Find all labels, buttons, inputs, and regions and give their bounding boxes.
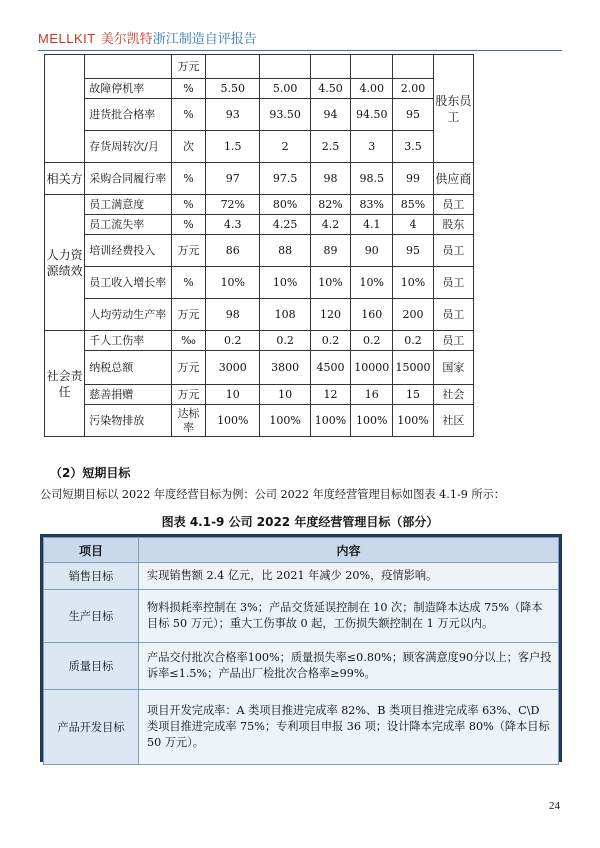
table-row bbox=[45, 299, 474, 331]
value-cell: 93.50 bbox=[260, 99, 310, 131]
value-cell: 4500 bbox=[310, 351, 350, 385]
stakeholder-cell: 员工 bbox=[433, 195, 473, 215]
indicator-cell: 人均劳动生产率 bbox=[85, 299, 172, 331]
value-cell: 3800 bbox=[260, 351, 310, 385]
table-row bbox=[45, 351, 474, 385]
value-cell: 93 bbox=[206, 99, 260, 131]
value-cell: 15000 bbox=[393, 351, 433, 385]
table-row bbox=[45, 79, 474, 99]
value-cell: 10 bbox=[206, 385, 260, 405]
value-cell: 1.5 bbox=[206, 131, 260, 163]
value-cell: 160 bbox=[351, 299, 393, 331]
indicator-cell: 故障停机率 bbox=[85, 79, 172, 99]
stakeholder-cell: 社区 bbox=[433, 405, 473, 437]
unit-cell: 万元 bbox=[171, 385, 205, 405]
stakeholder-cell: 员工 bbox=[433, 299, 473, 331]
header-item: 项目 bbox=[44, 538, 139, 563]
stakeholder-cell: 员工 bbox=[433, 267, 473, 299]
goal-content: 项目开发完成率：A 类项目推进完成率 82%、B 类项目推进完成率 63%、C\D 类项目推进完成率 75%；专利项目申报 36 项；设计降本完成率 80%（降本目标 50 万元）。 bbox=[139, 690, 559, 765]
goals-table bbox=[43, 537, 559, 765]
value-cell: 97.5 bbox=[260, 163, 310, 195]
value-cell: 0.2 bbox=[351, 331, 393, 351]
value-cell: 10 bbox=[260, 385, 310, 405]
category-cell: 人力资源绩效 bbox=[45, 195, 85, 331]
value-cell: 88 bbox=[260, 235, 310, 267]
indicator-cell bbox=[85, 55, 172, 79]
body-paragraph: 公司短期目标以 2022 年度经营目标为例：公司 2022 年度经营管理目标如图表 4.1-9 所示： bbox=[40, 488, 505, 501]
value-cell: 97 bbox=[206, 163, 260, 195]
indicator-cell: 千人工伤率 bbox=[85, 331, 172, 351]
value-cell: 90 bbox=[351, 235, 393, 267]
value-cell: 80% bbox=[260, 195, 310, 215]
table-row bbox=[45, 267, 474, 299]
table-row bbox=[44, 690, 559, 765]
table-row bbox=[45, 131, 474, 163]
table-row bbox=[45, 405, 474, 437]
unit-cell: 次 bbox=[171, 131, 205, 163]
category-cell bbox=[45, 55, 85, 163]
value-cell: 10% bbox=[260, 267, 310, 299]
value-cell: 99 bbox=[393, 163, 433, 195]
stakeholder-cell: 员工 bbox=[433, 331, 473, 351]
stakeholder-cell: 社会 bbox=[433, 385, 473, 405]
value-cell: 0.2 bbox=[310, 331, 350, 351]
value-cell: 108 bbox=[260, 299, 310, 331]
value-cell: 100% bbox=[310, 405, 350, 437]
unit-cell: % bbox=[171, 163, 205, 195]
value-cell: 98 bbox=[310, 163, 350, 195]
goal-item: 产品开发目标 bbox=[44, 690, 139, 765]
table-row bbox=[44, 643, 559, 690]
indicator-cell: 纳税总额 bbox=[85, 351, 172, 385]
category-cell: 相关方 bbox=[45, 163, 85, 195]
table-row bbox=[45, 215, 474, 235]
goal-item: 销售目标 bbox=[44, 563, 139, 590]
goal-content: 产品交付批次合格率100%；质量损失率≤0.80%；顾客满意度90分以上；客户投诉率≤1.5%；产品出厂检批次合格率≥99%。 bbox=[139, 643, 559, 690]
unit-cell: % bbox=[171, 79, 205, 99]
value-cell: 86 bbox=[206, 235, 260, 267]
report-title: 浙江制造自评报告 bbox=[152, 32, 257, 47]
value-cell: 4.1 bbox=[351, 215, 393, 235]
value-cell: 3 bbox=[351, 131, 393, 163]
value-cell: 89 bbox=[310, 235, 350, 267]
table-row bbox=[45, 163, 474, 195]
stakeholder-cell: 员工 bbox=[433, 235, 473, 267]
value-cell: 98 bbox=[206, 299, 260, 331]
value-cell: 100% bbox=[351, 405, 393, 437]
stakeholder-cell: 股东员工 bbox=[433, 55, 473, 163]
value-cell: 2 bbox=[260, 131, 310, 163]
table-caption: 图表 4.1-9 公司 2022 年度经营管理目标（部分） bbox=[161, 515, 439, 529]
table-row bbox=[45, 385, 474, 405]
value-cell: 12 bbox=[310, 385, 350, 405]
value-cell: 98.5 bbox=[351, 163, 393, 195]
value-cell: 15 bbox=[393, 385, 433, 405]
value-cell: 95 bbox=[393, 99, 433, 131]
value-cell: 4.50 bbox=[310, 79, 350, 99]
value-cell: 3000 bbox=[206, 351, 260, 385]
stakeholder-cell: 国家 bbox=[433, 351, 473, 385]
indicator-cell: 采购合同履行率 bbox=[85, 163, 172, 195]
stakeholder-cell: 供应商 bbox=[433, 163, 473, 195]
value-cell: 5.50 bbox=[206, 79, 260, 99]
indicator-cell: 存货周转次/月 bbox=[85, 131, 172, 163]
value-cell: 4.2 bbox=[310, 215, 350, 235]
unit-cell: % bbox=[171, 195, 205, 215]
page-number: 24 bbox=[549, 800, 560, 812]
value-cell: 2.5 bbox=[310, 131, 350, 163]
value-cell: 16 bbox=[351, 385, 393, 405]
header-divider bbox=[38, 50, 562, 51]
unit-cell: 万元 bbox=[171, 351, 205, 385]
performance-table bbox=[44, 54, 474, 437]
value-cell: 5.00 bbox=[260, 79, 310, 99]
value-cell: 10% bbox=[206, 267, 260, 299]
unit-cell: 达标率 bbox=[171, 405, 205, 437]
table-row bbox=[44, 590, 559, 643]
table-row bbox=[45, 99, 474, 131]
table-row bbox=[45, 55, 474, 79]
value-cell: 83% bbox=[351, 195, 393, 215]
value-cell: 82% bbox=[310, 195, 350, 215]
value-cell: 2.00 bbox=[393, 79, 433, 99]
header-content: 内容 bbox=[139, 538, 559, 563]
goal-content: 实现销售额 2.4 亿元，比 2021 年减少 20%，疫情影响。 bbox=[139, 563, 559, 590]
table-header-row bbox=[44, 538, 559, 563]
value-cell: 0.2 bbox=[260, 331, 310, 351]
value-cell: 95 bbox=[393, 235, 433, 267]
table-row bbox=[45, 235, 474, 267]
unit-cell: 万元 bbox=[171, 299, 205, 331]
value-cell: 10% bbox=[393, 267, 433, 299]
indicator-cell: 培训经费投入 bbox=[85, 235, 172, 267]
unit-cell: ‰ bbox=[171, 331, 205, 351]
unit-cell: % bbox=[171, 267, 205, 299]
brand-name: MELLKIT bbox=[38, 31, 96, 46]
value-cell: 72% bbox=[206, 195, 260, 215]
section-heading: （2）短期目标 bbox=[50, 466, 131, 480]
unit-cell: % bbox=[171, 99, 205, 131]
indicator-cell: 员工流失率 bbox=[85, 215, 172, 235]
table-row bbox=[45, 331, 474, 351]
value-cell: 94 bbox=[310, 99, 350, 131]
unit-cell: 万元 bbox=[171, 55, 205, 79]
stakeholder-cell: 股东 bbox=[433, 215, 473, 235]
value-cell: 94.50 bbox=[351, 99, 393, 131]
goal-content: 物料损耗率控制在 3%；产品交货延误控制在 10 次；制造降本达成 75%（降本目标 50 万元）；重大工伤事故 0 起，工伤损失额控制在 1 万元以内。 bbox=[139, 590, 559, 643]
table-row bbox=[45, 195, 474, 215]
value-cell: 10% bbox=[310, 267, 350, 299]
goals-table-frame bbox=[40, 534, 562, 762]
indicator-cell: 慈善捐赠 bbox=[85, 385, 172, 405]
value-cell: 4.25 bbox=[260, 215, 310, 235]
value-cell: 4.3 bbox=[206, 215, 260, 235]
category-cell: 社会责任 bbox=[45, 331, 85, 437]
indicator-cell: 进货批合格率 bbox=[85, 99, 172, 131]
value-cell: 3.5 bbox=[393, 131, 433, 163]
goal-item: 质量目标 bbox=[44, 643, 139, 690]
value-cell: 100% bbox=[393, 405, 433, 437]
goal-item: 生产目标 bbox=[44, 590, 139, 643]
value-cell: 10% bbox=[351, 267, 393, 299]
value-cell: 100% bbox=[260, 405, 310, 437]
table-row bbox=[44, 563, 559, 590]
value-cell: 4.00 bbox=[351, 79, 393, 99]
unit-cell: % bbox=[171, 215, 205, 235]
indicator-cell: 员工收入增长率 bbox=[85, 267, 172, 299]
page-header bbox=[38, 28, 562, 50]
unit-cell: 万元 bbox=[171, 235, 205, 267]
indicator-cell: 员工满意度 bbox=[85, 195, 172, 215]
value-cell: 0.2 bbox=[393, 331, 433, 351]
indicator-cell: 污染物排放 bbox=[85, 405, 172, 437]
brand-cn: 美尔凯特 bbox=[100, 32, 153, 47]
value-cell: 4 bbox=[393, 215, 433, 235]
value-cell: 85% bbox=[393, 195, 433, 215]
value-cell: 200 bbox=[393, 299, 433, 331]
value-cell: 120 bbox=[310, 299, 350, 331]
value-cell: 10000 bbox=[351, 351, 393, 385]
value-cell: 100% bbox=[206, 405, 260, 437]
value-cell: 0.2 bbox=[206, 331, 260, 351]
